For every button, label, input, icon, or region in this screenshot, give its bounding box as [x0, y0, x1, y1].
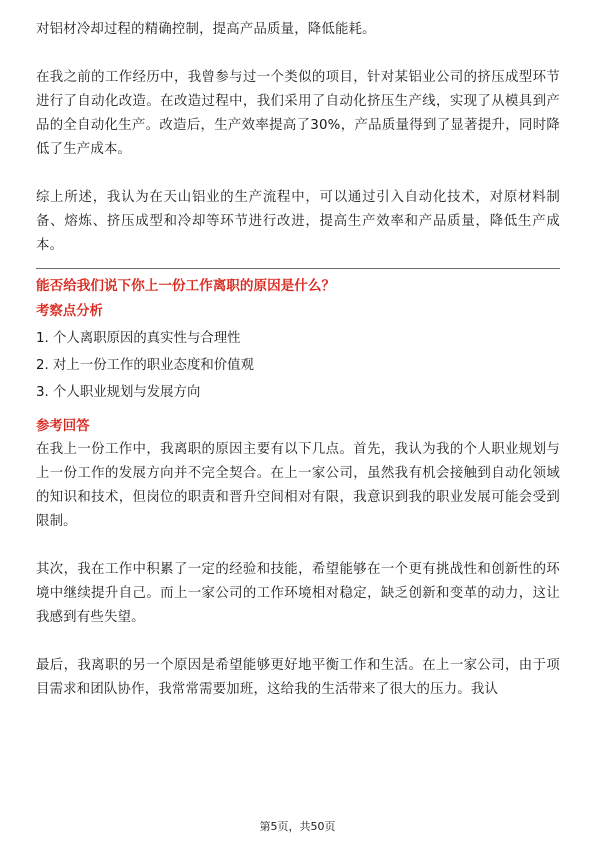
interview-question: 能否给我们说下你上一份工作离职的原因是什么？	[36, 278, 336, 294]
analysis-item: 1. 个人离职原因的真实性与合理性	[36, 331, 241, 346]
answer-title: 参考回答	[36, 419, 90, 434]
answer-paragraph-1: 在我上一份工作中，我离职的原因主要有以下几点。首先，我认为我的个人职业规划与上一份工作的发展方向并不完全契合。在上一家公司，虽然我有机会接触到自动化领域的知识和技术，但岗位的职责和晋升空间相对有限，我意识到我的职业发展可能会受到限制。	[36, 442, 560, 529]
intro-paragraph-1: 对铝材冷却过程的精确控制，提高产品质量，降低能耗。	[36, 22, 376, 37]
section-divider	[36, 268, 560, 269]
analysis-title: 考察点分析	[36, 304, 103, 319]
intro-paragraph-2: 在我之前的工作经历中，我曾参与过一个类似的项目，针对某铝业公司的挤压成型环节进行了自动化改造。在改造过程中，我们采用了自动化挤压生产线，实现了从模具到产品的全自动化生产。改造后，生产效率提高了30%，产品质量得到了显著提升，同时降低了生产成本。	[36, 70, 560, 157]
analysis-item: 2. 对上一份工作的职业态度和价值观	[36, 358, 254, 373]
page-number: 第5页，共50页	[259, 820, 336, 833]
analysis-item: 3. 个人职业规划与发展方向	[36, 385, 201, 400]
answer-paragraph-3: 最后，我离职的另一个原因是希望能够更好地平衡工作和生活。在上一家公司，由于项目需求和团队协作，我常常需要加班，这给我的生活带来了很大的压力。我认	[36, 658, 560, 697]
intro-paragraph-3: 综上所述，我认为在天山铝业的生产流程中，可以通过引入自动化技术，对原材料制备、熔炼、挤压成型和冷却等环节进行改进，提高生产效率和产品质量，降低生产成本。	[36, 190, 560, 253]
document-page	[36, 18, 560, 702]
answer-paragraph-2: 其次，我在工作中积累了一定的经验和技能，希望能够在一个更有挑战性和创新性的环境中继续提升自己。而上一家公司的工作环境相对稳定，缺乏创新和变革的动力，这让我感到有些失望。	[36, 562, 560, 625]
